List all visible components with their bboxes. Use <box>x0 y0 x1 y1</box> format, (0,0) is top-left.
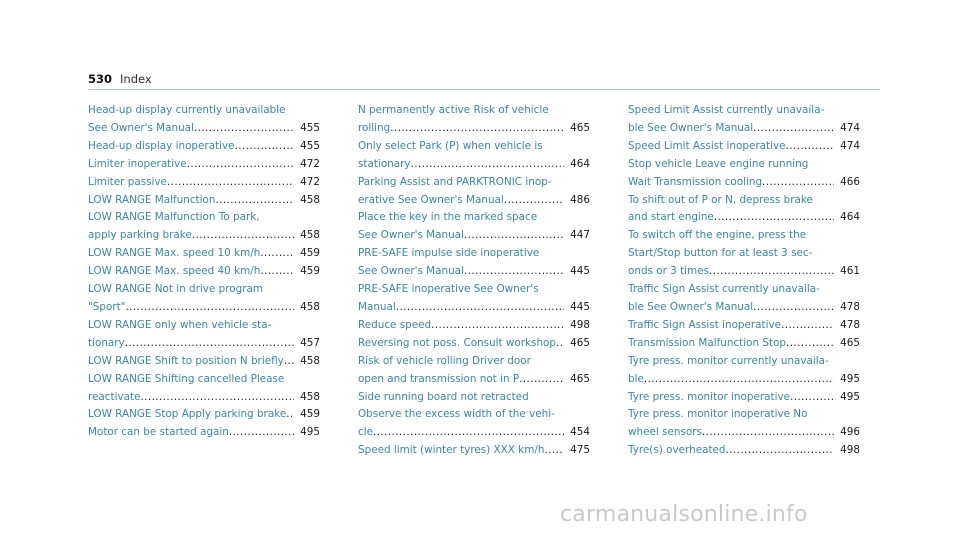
page-reference: 465 <box>570 336 590 349</box>
index-entry-line <box>628 299 860 317</box>
dot-leader <box>786 335 834 353</box>
section-title: Index <box>120 72 152 86</box>
index-entry[interactable] <box>358 174 590 210</box>
index-entry-line <box>88 406 320 424</box>
dot-leader <box>644 371 834 389</box>
index-entry-text: ble See Owner's Manual <box>628 300 754 313</box>
page-reference: 472 <box>300 157 320 170</box>
dot-leader <box>229 424 294 442</box>
page-reference: 465 <box>570 121 590 134</box>
index-entry-text: "Sport" <box>88 300 126 313</box>
dot-leader <box>260 263 294 281</box>
index-entry-text: Only select Park (P) when vehicle is <box>358 139 543 152</box>
index-entry-text: Stop vehicle Leave engine running <box>628 157 809 170</box>
index-entry-text: PRE-SAFE impulse side inoperative <box>358 247 540 260</box>
index-entry-line <box>88 174 320 192</box>
index-entry[interactable] <box>358 102 590 138</box>
index-entry[interactable] <box>628 442 860 460</box>
index-entry-text: Tyre press. monitor inoperative No <box>628 408 808 421</box>
index-entry[interactable] <box>358 317 590 335</box>
index-entry[interactable] <box>88 371 320 407</box>
page-reference: 474 <box>840 121 860 134</box>
index-entry-text: rolling <box>358 121 391 134</box>
index-entry[interactable] <box>358 245 590 281</box>
page-reference: 459 <box>300 408 320 421</box>
index-entry-text: Side running board not retracted <box>358 390 529 403</box>
index-entry[interactable] <box>358 209 590 245</box>
index-entry-line <box>628 442 860 460</box>
index-entry-line <box>88 120 320 138</box>
index-entry[interactable] <box>628 156 860 192</box>
index-entry-text: LOW RANGE Shift to position N briefly <box>88 354 284 367</box>
index-entry[interactable] <box>358 138 590 174</box>
dot-leader <box>790 389 834 407</box>
dot-leader <box>260 245 294 263</box>
index-entry-text: See Owner's Manual <box>88 121 194 134</box>
index-entry-text: Reversing not poss. Consult workshop <box>358 336 557 349</box>
page-reference: 455 <box>300 121 320 134</box>
page-reference: 457 <box>300 336 320 349</box>
index-entry-text: Speed Limit Assist inoperative <box>628 139 786 152</box>
dot-leader <box>140 389 294 407</box>
dot-leader <box>235 138 294 156</box>
index-entry-line <box>358 335 590 353</box>
index-entry-text: Limiter passive <box>88 175 167 188</box>
index-entry-text: onds or 3 times <box>628 265 709 278</box>
index-entry[interactable] <box>88 209 320 245</box>
dot-leader <box>702 424 834 442</box>
index-entry-line <box>88 353 320 371</box>
index-entry[interactable] <box>358 281 590 317</box>
index-entry-text: LOW RANGE Max. speed 10 km/h <box>88 247 261 260</box>
dot-leader <box>781 317 834 335</box>
index-entry-text: LOW RANGE Shifting cancelled Please <box>88 372 285 385</box>
dot-leader <box>284 353 294 371</box>
index-entry-text: stationary <box>358 157 411 170</box>
index-entry[interactable] <box>88 281 320 317</box>
index-entry-text: Head-up display currently unavailable <box>88 104 286 116</box>
index-entry-text: LOW RANGE Malfunction To park, <box>88 211 260 224</box>
index-entry[interactable] <box>628 335 860 353</box>
index-column-2 <box>358 102 590 460</box>
index-column-3 <box>628 102 860 460</box>
page-reference: 461 <box>840 265 860 278</box>
page-reference: 458 <box>300 300 320 313</box>
index-entry-line <box>358 371 590 389</box>
dot-leader <box>714 209 834 227</box>
dot-leader <box>753 299 834 317</box>
dot-leader <box>464 227 564 245</box>
index-entry-text: Place the key in the marked space <box>358 211 538 224</box>
page-reference: 495 <box>840 372 860 385</box>
index-entry-text: wheel sensors <box>628 426 702 439</box>
page-reference: 459 <box>300 265 320 278</box>
index-entry-text: LOW RANGE Max. speed 40 km/h <box>88 265 261 278</box>
dot-leader <box>464 263 564 281</box>
index-entry-text: Motor can be started again <box>88 426 229 439</box>
dot-leader <box>125 299 294 317</box>
page-reference: 465 <box>570 372 590 385</box>
index-entry-line <box>628 174 860 192</box>
index-entry[interactable] <box>628 353 860 389</box>
index-entry-line <box>628 317 860 335</box>
page-header <box>88 72 880 90</box>
page-number: 530 <box>88 72 113 86</box>
index-entry[interactable] <box>628 389 860 407</box>
index-entry-text: tionary <box>88 336 125 349</box>
index-entry-text: Observe the excess width of the vehi- <box>358 408 555 421</box>
page-reference: 478 <box>840 300 860 313</box>
dot-leader <box>544 442 564 460</box>
index-entry[interactable] <box>88 138 320 156</box>
index-entry-line <box>628 138 860 156</box>
index-entry-line <box>88 138 320 156</box>
index-entry[interactable] <box>88 353 320 371</box>
index-entry-text: Tyre press. monitor inoperative <box>628 390 790 403</box>
dot-leader <box>167 174 294 192</box>
page-reference: 496 <box>840 426 860 439</box>
dot-leader <box>215 192 294 210</box>
index-entry-text: See Owner's Manual <box>358 229 464 242</box>
index-entry-text: Traffic Sign Assist currently unavaila- <box>628 283 820 296</box>
index-entry-text: Tyre press. monitor currently unavaila- <box>628 354 829 367</box>
page-reference: 498 <box>570 318 590 331</box>
index-entry-text: Start/Stop button for at least 3 sec- <box>628 247 813 260</box>
page-reference: 458 <box>300 354 320 367</box>
index-entry-text: Speed Limit Assist currently unavaila- <box>628 104 825 116</box>
index-entry[interactable] <box>88 102 320 138</box>
index-entry-line <box>88 335 320 353</box>
dot-leader <box>709 263 834 281</box>
dot-leader <box>786 138 834 156</box>
index-entry[interactable] <box>628 317 860 335</box>
index-entry[interactable] <box>358 442 590 460</box>
index-entry-text: Traffic Sign Assist inoperative <box>628 318 782 331</box>
index-entry-text: Tyre(s) overheated <box>628 444 726 457</box>
page-reference: 464 <box>840 211 860 224</box>
dot-leader <box>431 317 564 335</box>
page-reference: 486 <box>570 193 590 206</box>
page-reference: 458 <box>300 390 320 403</box>
page-reference: 459 <box>300 247 320 260</box>
index-entry-text: To switch off the engine, press the <box>628 229 807 242</box>
dot-leader <box>286 406 294 424</box>
dot-leader <box>194 120 294 138</box>
index-entry-line <box>358 156 590 174</box>
index-entry-text: Transmission Malfunction Stop <box>628 336 787 349</box>
index-entry[interactable] <box>88 317 320 353</box>
index-entry-line <box>88 263 320 281</box>
index-entry[interactable] <box>88 192 320 210</box>
page-reference: 472 <box>300 175 320 188</box>
index-entry-text: Head-up display inoperative <box>88 139 235 152</box>
index-entry[interactable] <box>88 245 320 263</box>
page-reference: 458 <box>300 229 320 242</box>
page-reference: 464 <box>570 157 590 170</box>
index-entry-line <box>358 192 590 210</box>
index-entry-text: ble See Owner's Manual <box>628 121 754 134</box>
index-entry-line <box>358 424 590 442</box>
index-entry-line <box>628 371 860 389</box>
index-entry-line <box>358 299 590 317</box>
index-entry-line <box>628 263 860 281</box>
index-entry-line <box>358 317 590 335</box>
index-entry-line <box>88 227 320 245</box>
page-reference: 475 <box>570 444 590 457</box>
index-entry-text: LOW RANGE Not in drive program <box>88 283 264 296</box>
index-entry-text: N permanently active Risk of vehicle <box>358 104 549 116</box>
index-entry[interactable] <box>88 424 320 442</box>
index-entry-text: PRE-SAFE inoperative See Owner's <box>358 283 539 296</box>
index-entry-text: See Owner's Manual <box>358 265 464 278</box>
index-entry-text: Parking Assist and PARKTRONIC inop- <box>358 175 552 188</box>
index-entry[interactable] <box>358 389 590 443</box>
index-entry-text: ble <box>628 372 644 385</box>
index-entry[interactable] <box>628 281 860 317</box>
index-entry-text: LOW RANGE Stop Apply parking brake <box>88 408 287 421</box>
dot-leader <box>373 424 564 442</box>
index-entry-line <box>358 120 590 138</box>
page-reference: 447 <box>570 229 590 242</box>
index-entry-text: apply parking brake <box>88 229 192 242</box>
index-entry[interactable] <box>88 263 320 281</box>
page-reference: 465 <box>840 336 860 349</box>
page-reference: 458 <box>300 193 320 206</box>
index-entry-text: LOW RANGE Malfunction <box>88 193 216 206</box>
page-reference: 466 <box>840 175 860 188</box>
index-entry-text: Limiter inoperative <box>88 157 187 170</box>
index-entry-line <box>88 389 320 407</box>
index-entry-text: erative See Owner's Manual <box>358 193 504 206</box>
index-entry[interactable] <box>628 192 860 228</box>
index-entry[interactable] <box>628 227 860 281</box>
index-entry-text: Wait Transmission cooling <box>628 175 763 188</box>
index-entry-line <box>628 335 860 353</box>
index-entry-line <box>628 424 860 442</box>
index-entry[interactable] <box>88 174 320 192</box>
index-entry-line <box>88 156 320 174</box>
index-entry-text: LOW RANGE only when vehicle sta- <box>88 318 272 331</box>
index-entry-line <box>628 389 860 407</box>
page-reference: 474 <box>840 139 860 152</box>
page-reference: 495 <box>840 390 860 403</box>
index-entry-line <box>88 245 320 263</box>
index-entry[interactable] <box>628 138 860 156</box>
dot-leader <box>396 299 564 317</box>
page-reference: 445 <box>570 265 590 278</box>
dot-leader <box>390 120 564 138</box>
page-reference: 455 <box>300 139 320 152</box>
index-entry-line <box>358 442 590 460</box>
index-entry-line <box>358 227 590 245</box>
index-entry-line <box>358 263 590 281</box>
index-entry-line <box>88 424 320 442</box>
index-entry-text: reactivate <box>88 390 141 403</box>
watermark: carmanualsonline.info <box>560 502 808 527</box>
dot-leader <box>187 156 294 174</box>
index-entry-text: To shift out of P or N, depress brake <box>628 193 813 206</box>
index-entry-text: cle <box>358 426 373 439</box>
index-entry[interactable] <box>628 102 860 138</box>
page-reference: 445 <box>570 300 590 313</box>
index-entry[interactable] <box>358 335 590 353</box>
index-entry-text: Speed limit (winter tyres) XXX km/h <box>358 444 545 457</box>
index-entry-line <box>628 120 860 138</box>
index-entry[interactable] <box>358 353 590 389</box>
index-entry[interactable] <box>628 406 860 442</box>
dot-leader <box>762 174 834 192</box>
dot-leader <box>726 442 834 460</box>
index-column-1 <box>88 102 320 442</box>
index-entry-text: Risk of vehicle rolling Driver door <box>358 354 531 367</box>
dot-leader <box>519 371 564 389</box>
page-reference: 454 <box>570 426 590 439</box>
index-entry-line <box>88 299 320 317</box>
dot-leader <box>753 120 834 138</box>
page-reference: 495 <box>300 426 320 439</box>
index-entry[interactable] <box>88 406 320 424</box>
index-entry-text: open and transmission not in P <box>358 372 520 385</box>
index-entry-text: and start engine <box>628 211 714 224</box>
page-reference: 478 <box>840 318 860 331</box>
index-entry-text: Reduce speed <box>358 318 432 331</box>
dot-leader <box>125 335 294 353</box>
page-reference: 498 <box>840 444 860 457</box>
index-entry-line <box>88 192 320 210</box>
index-entry-line <box>628 209 860 227</box>
index-entry[interactable] <box>88 156 320 174</box>
index-entry-text: Manual <box>358 300 396 313</box>
dot-leader <box>192 227 294 245</box>
dot-leader <box>504 192 564 210</box>
dot-leader <box>556 335 564 353</box>
dot-leader <box>411 156 564 174</box>
